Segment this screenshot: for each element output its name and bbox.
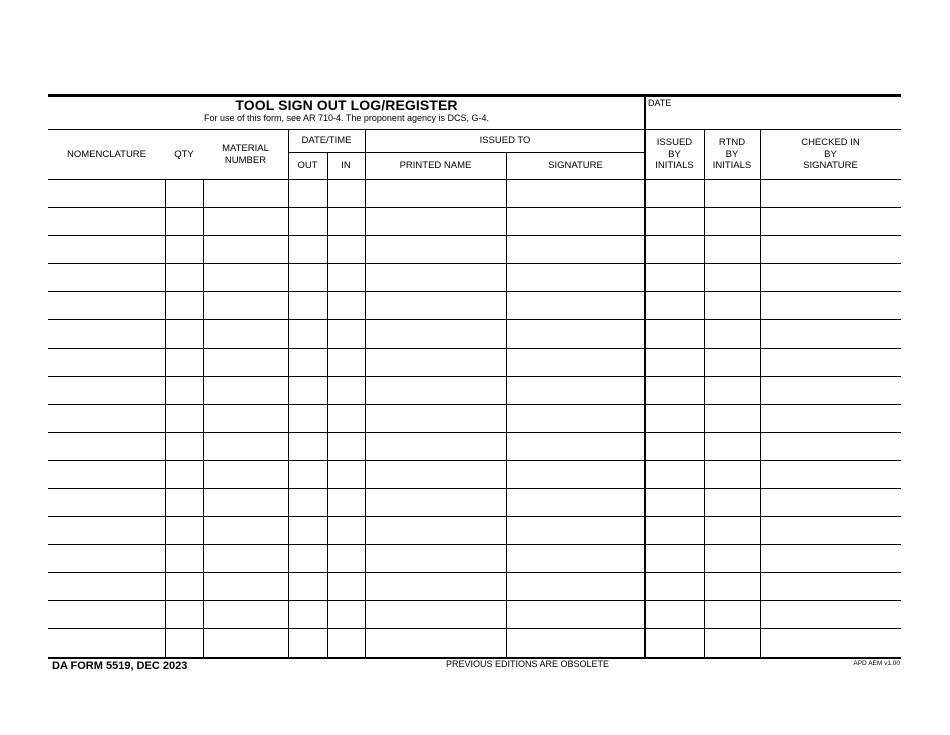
column-header-in: IN [341, 160, 351, 172]
table-row[interactable] [48, 264, 901, 291]
column-header-issued-to: ISSUED TO [479, 135, 531, 147]
table-row[interactable] [48, 208, 901, 235]
tool-sign-out-form [48, 94, 901, 659]
table-row[interactable] [48, 433, 901, 460]
table-row[interactable] [48, 545, 901, 572]
column-header-checked-in-by-signature: CHECKED IN BY SIGNATURE [801, 137, 860, 172]
table-row[interactable] [48, 489, 901, 516]
table-row[interactable] [48, 236, 901, 263]
date-field[interactable] [646, 97, 901, 129]
column-header-material-number: MATERIAL NUMBER [222, 143, 269, 166]
table-row[interactable] [48, 573, 901, 600]
column-header-rtnd-by-initials: RTND BY INITIALS [712, 137, 752, 172]
column-header-qty: QTY [174, 148, 194, 160]
table-row[interactable] [48, 405, 901, 432]
table-row[interactable] [48, 461, 901, 488]
column-header-out: OUT [297, 160, 318, 172]
column-header-issued-by-initials: ISSUED BY INITIALS [655, 137, 694, 172]
table-row[interactable] [48, 320, 901, 348]
form-title: TOOL SIGN OUT LOG/REGISTER [235, 97, 458, 113]
column-header-date-time: DATE/TIME [301, 135, 352, 147]
table-row[interactable] [48, 601, 901, 628]
table-row[interactable] [48, 517, 901, 544]
table-row[interactable] [48, 180, 901, 207]
table-row[interactable] [48, 349, 901, 376]
form-subtitle: For use of this form, see AR 710-4. The proponent agency is DCS, G-4. [204, 113, 489, 123]
table-row[interactable] [48, 377, 901, 404]
form-number: DA FORM 5519, DEC 2023 [52, 660, 188, 672]
table-row[interactable] [48, 292, 901, 319]
date-label: DATE [648, 98, 672, 108]
column-header-nomenclature: NOMENCLATURE [67, 148, 146, 160]
column-header-printed-name: PRINTED NAME [399, 160, 472, 172]
column-header-signature: SIGNATURE [548, 160, 603, 172]
table-row[interactable] [48, 629, 901, 657]
obsolete-notice: PREVIOUS EDITIONS ARE OBSOLETE [445, 659, 610, 669]
version-label: APD AEM v1.00 [853, 660, 900, 667]
